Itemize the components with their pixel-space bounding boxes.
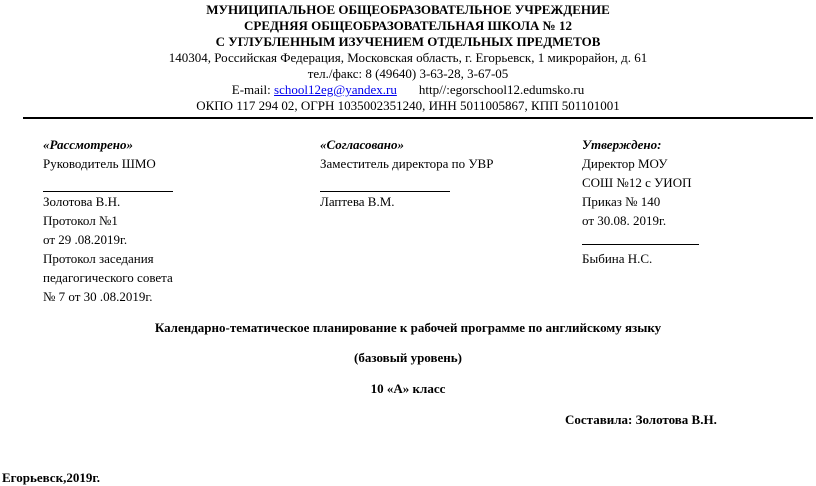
right-signature-line — [582, 244, 699, 245]
right-approval-block — [582, 135, 699, 268]
left-block-meeting3: № 7 от 30 .08.2019г. — [43, 289, 153, 304]
right-block-role: Директор МОУ — [582, 156, 668, 171]
left-approval-block — [43, 135, 173, 306]
document-grade: 10 «А» класс — [370, 381, 446, 396]
org-name-line3: С УГЛУБЛЕННЫМ ИЗУЧЕНИЕМ ОТДЕЛЬНЫХ ПРЕДМЕТОВ — [215, 34, 601, 49]
org-name-line2: СРЕДНЯЯ ОБЩЕОБРАЗОВАТЕЛЬНАЯ ШКОЛА № 12 — [244, 18, 572, 33]
left-block-date: от 29 .08.2019г. — [43, 232, 128, 247]
codes: ОКПО 117 294 02, ОГРН 1035002351240, ИНН 5011005867, КПП 501101001 — [196, 98, 620, 113]
document-author: Составила: Золотова В.Н. — [565, 412, 717, 427]
contacts-line — [0, 82, 816, 98]
left-block-meeting1: Протокол заседания — [43, 251, 154, 266]
document-title: Календарно-тематическое планирование к рабочей программе по английскому языку — [154, 320, 662, 335]
phone: тел./факс: 8 (49640) 3-63-28, 3-67-05 — [307, 66, 509, 81]
left-block-title: «Рассмотрено» — [43, 137, 133, 152]
document-level: (базовый уровень) — [354, 350, 462, 365]
header-divider — [23, 117, 813, 119]
right-block-school: СОШ №12 с УИОП — [582, 175, 692, 190]
address: 140304, Российская Федерация, Московская область, г. Егорьевск, 1 микрорайон, д. 61 — [168, 50, 648, 65]
website: http//:egorschool12.edumsko.ru — [418, 82, 585, 97]
middle-approval-block — [320, 135, 493, 211]
right-block-date: от 30.08. 2019г. — [582, 213, 667, 228]
middle-block-role: Заместитель директора по УВР — [320, 156, 494, 171]
left-block-role: Руководитель ШМО — [43, 156, 156, 171]
right-block-name: Быбина Н.С. — [582, 251, 653, 266]
org-name-line1: МУНИЦИПАЛЬНОЕ ОБЩЕОБРАЗОВАТЕЛЬНОЕ УЧРЕЖДЕНИЕ — [206, 2, 610, 17]
email-label: E-mail: — [231, 82, 275, 97]
right-block-order: Приказ № 140 — [582, 194, 661, 209]
right-block-title: Утверждено: — [582, 137, 662, 152]
middle-block-name: Лаптева В.М. — [320, 194, 395, 209]
left-block-meeting2: педагогического совета — [43, 270, 173, 285]
email-link[interactable]: school12eg@yandex.ru — [274, 82, 397, 97]
left-block-protocol: Протокол №1 — [43, 213, 118, 228]
left-block-name: Золотова В.Н. — [43, 194, 121, 209]
document-footer: Егорьевск,2019г. — [2, 470, 101, 485]
middle-block-title: «Согласовано» — [320, 137, 404, 152]
